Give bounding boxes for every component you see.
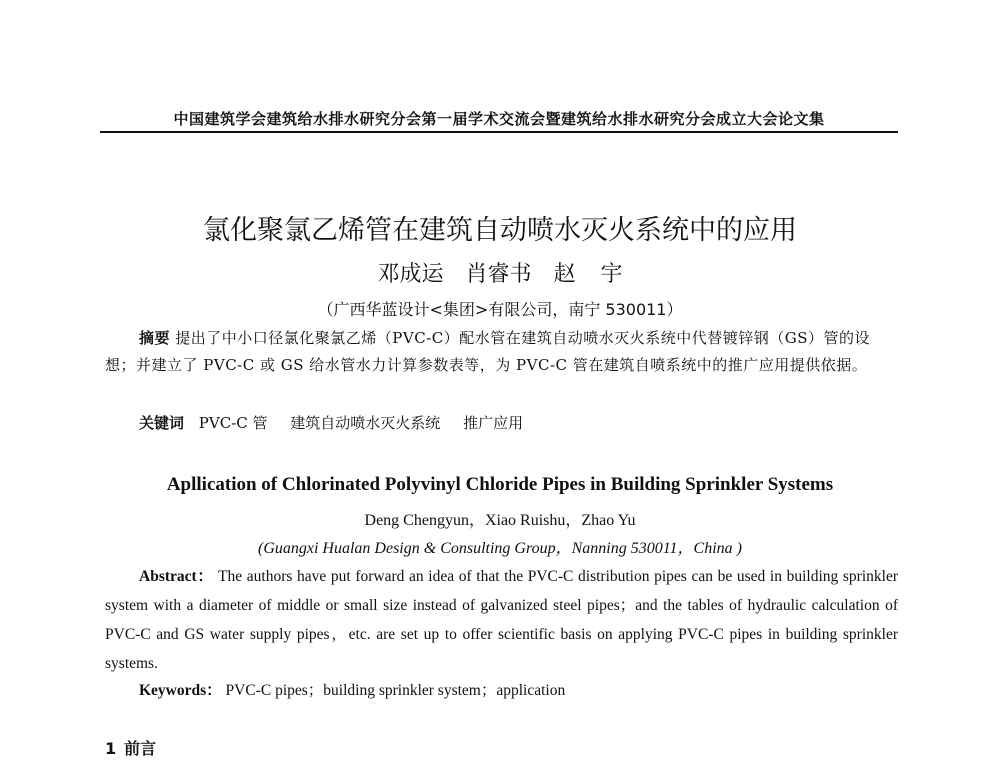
keywords-en-text: PVC-C pipes；building sprinkler system；application [225,682,566,699]
abstract-cn [105,325,898,379]
keywords-en-label: Keywords： [139,682,222,699]
paper-title-en: Apllication of Chlorinated Polyvinyl Chloride Pipes in Building Sprinkler Systems [166,474,834,495]
keyword-cn: 建筑自动喷水灭火系统 [290,414,441,432]
section-number: 1 [105,739,117,758]
section-heading [105,736,405,759]
keyword-cn: 推广应用 [463,414,524,432]
abstract-en-label: Abstract： [139,568,214,585]
proceedings-header: 中国建筑学会建筑给水排水研究分会第一届学术交流会暨建筑给水排水研究分会成立大会论文集 [173,110,825,128]
abstract-en-text: The authors have put forward an idea of that the PVC-C distribution pipes can be used in building sprinkler system with a diameter of middle or small size instead of galvanized steel pipes；and the tables of hydraulic calculation of PVC-C and GS water supply pipes，etc. are set up to offer scientific basis on applying PVC-C pipes in building sprinkler systems. [105,568,898,672]
abstract-cn-label: 摘要 [139,329,171,347]
authors-en: Deng Chengyun，Xiao Ruishu，Zhao Yu [364,512,636,529]
keywords-en [139,678,899,700]
abstract-en [105,562,898,678]
keyword-cn: PVC-C 管 [198,414,268,432]
affiliation-en: (Guangxi Hualan Design & Consulting Group，Nanning 530011，China ) [257,540,742,557]
keywords-cn-label: 关键词 [139,414,185,432]
keywords-cn [139,412,899,433]
abstract-cn-text: 提出了中小口径氯化聚氯乙烯（PVC-C）配水管在建筑自动喷水灭火系统中代替镀锌钢（GS）管的设想；并建立了 PVC-C 或 GS 给水管水力计算参数表等，为 PVC-C 管在建筑自喷系统中的推广应用提供依据。 [105,329,871,374]
authors-cn: 邓成运 肖睿书 赵 宇 [377,262,623,287]
header-rule [100,131,898,133]
paper-title-cn: 氯化聚氯乙烯管在建筑自动喷水灭火系统中的应用 [203,215,797,246]
section-title: 前言 [124,739,157,758]
affiliation-cn: （广西华蓝设计<集团>有限公司，南宁 530011） [317,300,683,319]
